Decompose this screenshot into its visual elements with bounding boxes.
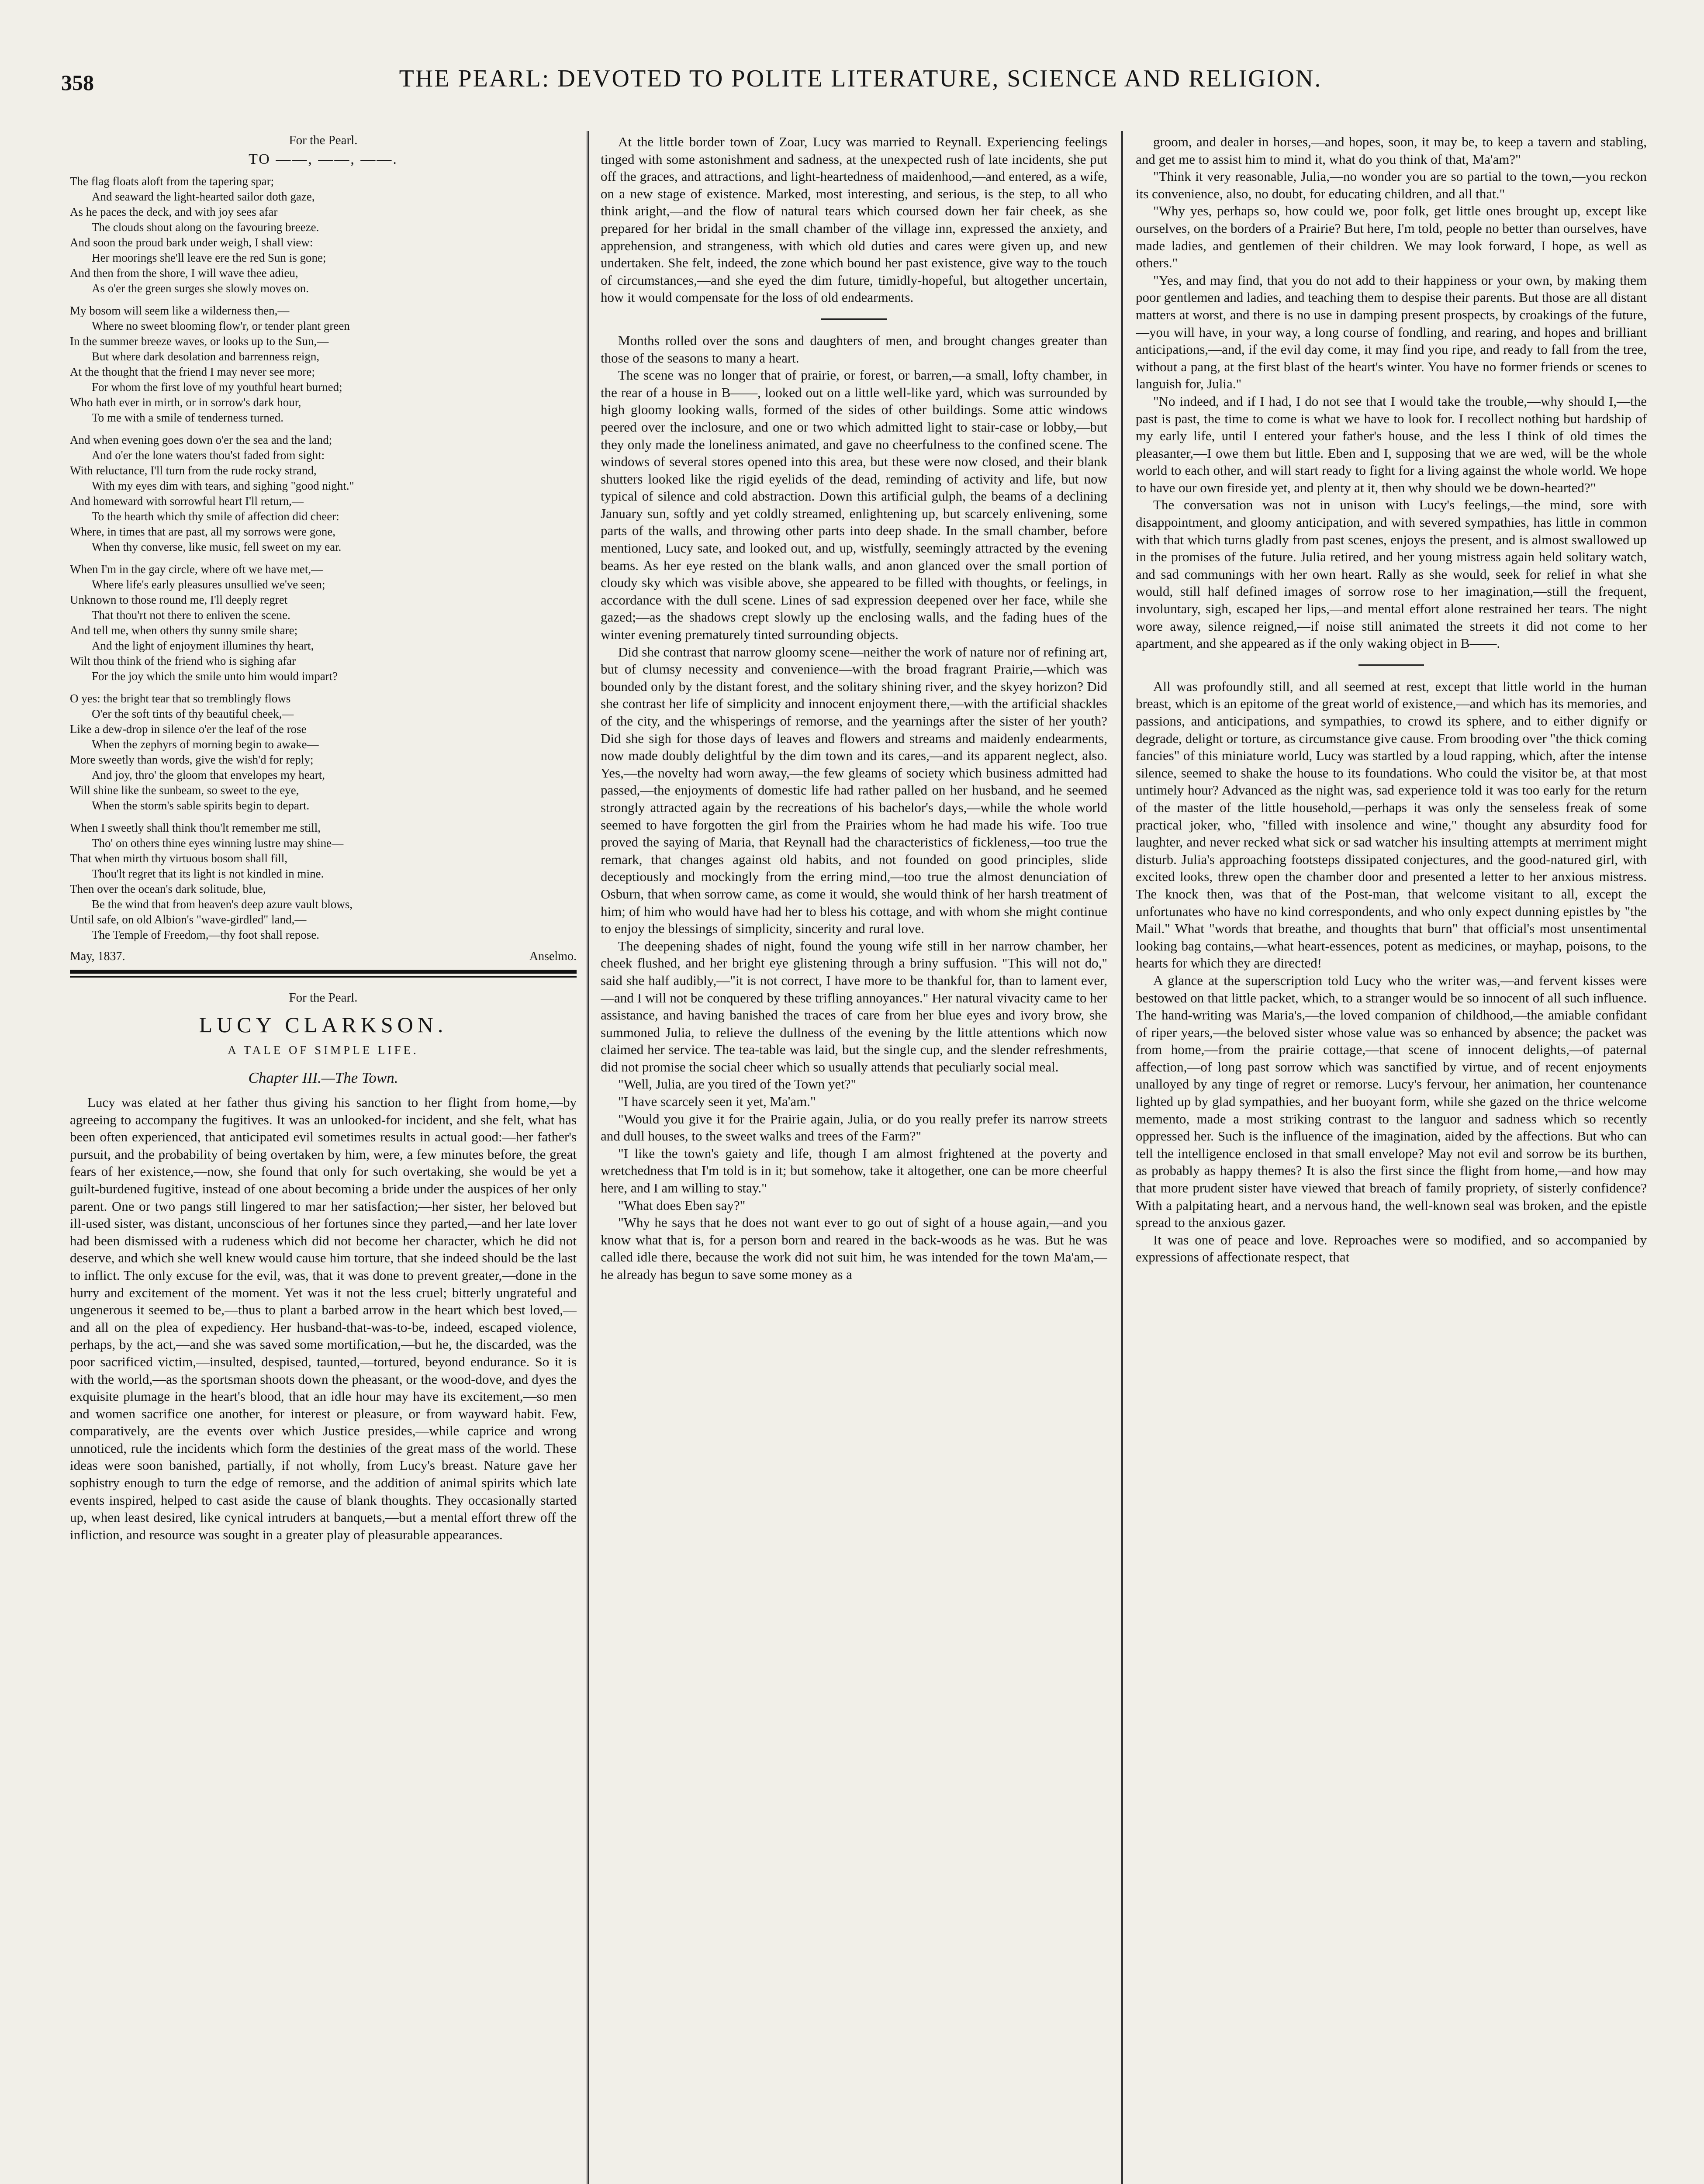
column-2 xyxy=(601,133,1107,2184)
poem-line: Be the wind that from heaven's deep azure vault blows, xyxy=(92,898,353,911)
paragraph: The deepening shades of night, found the young wife still in her narrow chamber, her cheek flushed, and her bright eye glistening through a briny suffusion. "This will not do," said she half audibly,—"it is not correct, I have more to be thankful for, than to lament ever,—and I will not be conquered by these trifling annoyances." Her natural vivacity came to her assistance, and having banished the traces of care from her blue eyes and ivory brow, she summoned Julia, to relieve the dullness of the evening by the little attentions which now claimed her service. The tea-table was laid, but the single cup, and the slender refreshments, did not promise the social cheer which so usually attends that peculiarly social meal. xyxy=(601,938,1107,1075)
poem-line: When I'm in the gay circle, where oft we have met,— xyxy=(70,563,323,576)
poem-line: Tho' on others thine eyes winning lustre may shine— xyxy=(92,836,344,850)
chapter-heading: Chapter III.—The Town. xyxy=(248,1069,398,1086)
poem-line: And o'er the lone waters thou'st faded from sight: xyxy=(92,449,325,462)
poem-line: And tell me, when others thy sunny smile share; xyxy=(70,624,298,637)
paragraph: Lucy was elated at her father thus giving his sanction to her flight from home,—by agreeing to accompany the fugitives. It was an unlooked-for incident, and she felt, what has been often experienced, that anticipated evil sometimes results in actual good:—her father's pursuit, and the probability of being overtaken by him, were, a few minutes before, the great fears of her existence,—now, she found that only for such overtaking, she would be yet a guilt-burdened fugitive, instead of one about becoming a bride under the auspices of her only parent. One or two pangs still lingered to mar her satisfaction;—her sister, her beloved but ill-used sister, was distant, unconscious of her fortunes since they parted,—and her late lover had been dismissed with a rudeness which did not become her character, which he did not deserve, and which she well knew would cause him torture, that she indeed should be the last to inflict. The only excuse for the evil, was, that it was done to prevent greater,—done in the hurry and excitement of the moment. Yet was it not the less cruel; bitterly ungrateful and ungenerous it seemed to be,—thus to plant a barbed arrow in the heart which best loved,—and all on the plea of expediency. Her husband-that-was-to-be, indeed, escaped violence, perhaps, by the act,—and she was saved some mortification,—but he, the discarded, was the poor sacrificed victim,—insulted, despised, taunted,—tortured, beyond endurance. So it is with the world,—as the sportsman shoots down the pheasant, or the wood-dove, and dyes the exquisite plumage in the heart's blood, that an idle hour may have its excitement,—so men and women sacrifice one another, for interest or pleasure, or from wayward habit. Few, comparatively, are the events over which Justice presides,—while caprice and wrong unnoticed, rule the incidents which form the destinies of the great mass of the world. These ideas were soon banished, partially, if not wholly, from Lucy's breast. Nature gave her sophistry enough to turn the edge of remorse, and the addition of animal spirits which late events inspired, helped to cast aside the cause of blank thoughts. They occasionally started up, when least desired, like cynical intruders at banquets,—but a mental effort threw off the infliction, and resource was sought in a greater play of pleasurable appearances. xyxy=(70,1095,577,1542)
poem-line: That thou'rt not there to enliven the scene. xyxy=(92,608,290,622)
poem-line: Unknown to those round me, I'll deeply regret xyxy=(70,593,288,606)
poem-date: May, 1837. xyxy=(70,950,125,963)
poem-line: And the light of enjoyment illumines thy heart, xyxy=(92,639,314,652)
story-subtitle: A TALE OF SIMPLE LIFE. xyxy=(228,1044,419,1057)
poem-line: My bosom will seem like a wilderness then,— xyxy=(70,304,290,317)
poem-for-label: For the Pearl. xyxy=(289,133,358,147)
paragraph: "What does Eben say?" xyxy=(618,1197,746,1213)
article-text xyxy=(601,133,1107,306)
paragraph: It was one of peace and love. Reproaches were so modified, and so accompanied by expressions of affectionate respect, that xyxy=(1136,1232,1647,1265)
section-rule xyxy=(70,970,577,978)
poem-line: And homeward with sorrowful heart I'll return,— xyxy=(70,494,304,508)
paragraph: At the little border town of Zoar, Lucy was married to Reynall. Experiencing feelings tinged with some astonishment and sadness, at the unexpected rush of late incidents, she put off the graces, and attractions, and light-heartedness of maidenhood,—and entered, as a wife, on a new stage of existence. Marked, most interesting, and serious, is the step, to all who think aright,—and the flow of natural tears which coursed down her fair cheek, as she prepared for her bridal in the small chamber of the village inn, expressed the anxiety, and apprehension, and strangeness, with which old duties and cares were given up, and new undertaken. She felt, indeed, the zone which bound her past existence, give way to the touch of circumstances,—and she eyed the dim future, timidly-hopeful, but altogether uncertain, how it would compensate for the loss of old endearments. xyxy=(601,134,1107,305)
poem-line: As he paces the deck, and with joy sees afar xyxy=(70,205,278,218)
poem-stanza xyxy=(70,432,577,555)
paragraph: All was profoundly still, and all seemed at rest, except that little world in the human breast, which is an epitome of the great world of existence,—and which has its memories, and passions, and anticipations, and sympathies, to crowd its sphere, and to either dignify or degrade, delight or torture, as circumstance give cause. From brooding over "the thick coming fancies" of this miniature world, Lucy was startled by a loud rapping, which, after the intense silence, seemed to shake the house to its foundations. Who could the visitor be, at that most untimely hour? Advanced as the night was, sad experience told it was too early for the return of the master of the little household,—perhaps it was only the senseless freak of some practical joker, who, "filled with insolence and wine," thought any absurdity food for laughter, and never recked what sick or sad watcher his insulting attempts at merriment might disturb. Julia's approaching footsteps dissipated conjectures, and the good-natured girl, with excited looks, threw open the chamber door and presented a letter to her anxious mistress. The knock then, was that of the Post-man, that welcome visitant to all, except the unfortunates who have no kind correspondents, and who only expect dunning epistles by "the Mail." What "words that breathe, and thoughts that burn" that official's most unsentimental looking bag contains,—what heart-essences, potent as medicines, or mayhap, poisons, to the hearts for which they are directed! xyxy=(1136,678,1647,971)
poem-line: But where dark desolation and barrenness reign, xyxy=(92,350,320,363)
poem-line: As o'er the green surges she slowly moves on. xyxy=(92,282,309,295)
paragraph: Did she contrast that narrow gloomy scene—neither the work of nature nor of refining art, but of clumsy necessity and convenience—with the broad fragrant Prairie,—which was bounded only by the distant forest, and the solitary shining river, and the skyey horizon? Did she contrast her life of simplicity and innocent enjoyment there,—with the artificial shackles of the city, and the whisperings of remorse, and the yearnings after the sister of her youth? Did she sigh for those days of leaves and flowers and streams and maidenly endearments, now made doubly delightful by the dim town and its cares,—and its apparent neglect, also. Yes,—the novelty had worn away,—the few gleams of society which business admitted had passed,—the enjoyments of domestic life had rather palled on her husband, and he seemed strongly attracted again by the recreations of his bachelor's days,—while the whole world seemed to have forgotten the girl from the Prairies whom he had made his wife. Too true proved the saying of Maria, that Reynall had the characteristics of fickleness,—too true the remark, that changes against old habits, and not founded on good principles, slide deceptiously and mockingly from the erring mind,—too true the almost denunciation of Osburn, that when sorrow came, as come it would, she would think of her harsh treatment of him; of him who would have had her to bless his cottage, and with whom she might continue to enjoy the blessings of simplicity, sincerity and rural love. xyxy=(601,644,1107,936)
paragraph: "I have scarcely seen it yet, Ma'am." xyxy=(618,1094,816,1109)
article-text xyxy=(1136,133,1647,652)
poem-line: Her moorings she'll leave ere the red Sun is gone; xyxy=(92,251,326,264)
masthead: THE PEARL: DEVOTED TO POLITE LITERATURE, SCIENCE AND RELIGION. xyxy=(399,65,1322,92)
paragraph: The conversation was not in unison with Lucy's feelings,—the mind, sore with disappointment, and gloomy anticipation, and with severed sympathies, has little in common with that which turns gladly from past scenes, enjoys the present, and is almost swallowed up in the promises of the future. Julia retired, and her young mistress again held solitary watch, and sad communings with her own heart. Rally as she would, seek for relief in what she would, still half defined images of sorrow rose to her imagination,—still the frequent, involuntary, sigh, escaped her lips,—and mental effort alone restrained her tears. The night wore away, silence reigned,—if noise still animated the streets it did not come to her apartment, and she appeared as if the only waking object in B——. xyxy=(1136,497,1647,651)
poem-signoff xyxy=(70,950,577,964)
article-text xyxy=(1136,678,1647,1266)
poem-line: With my eyes dim with tears, and sighing "good night." xyxy=(92,479,354,492)
section-separator xyxy=(1358,664,1424,666)
poem-line: To the hearth which thy smile of affection did cheer: xyxy=(92,510,339,523)
poem-line: Until safe, on old Albion's "wave-girdled" land,— xyxy=(70,913,307,926)
poem-line: That when mirth thy virtuous bosom shall fill, xyxy=(70,852,287,865)
article-text xyxy=(70,1094,577,1543)
paragraph: "Why yes, perhaps so, how could we, poor folk, get little ones brought up, except like ourselves, on the borders of a Prairie? But here, I'm told, people no better than ourselves, have made ladies, and gentlemen of their children. We may look forward, I hope, as well as others." xyxy=(1136,203,1647,271)
article-text xyxy=(601,332,1107,1283)
poem-line: Where no sweet blooming flow'r, or tender plant green xyxy=(92,319,350,332)
poem-line: To me with a smile of tenderness turned. xyxy=(92,411,284,424)
poem-line: Where life's early pleasures unsullied we've seen; xyxy=(92,578,325,591)
column-1 xyxy=(70,133,577,2184)
poem-line: Where, in times that are past, all my sorrows were gone, xyxy=(70,525,336,538)
paragraph: "Well, Julia, are you tired of the Town yet?" xyxy=(618,1076,857,1092)
section-separator xyxy=(821,318,887,320)
poem-stanza xyxy=(70,303,577,425)
poem-line: The Temple of Freedom,—thy foot shall repose. xyxy=(92,928,319,941)
poem-line: Then over the ocean's dark solitude, blue, xyxy=(70,882,266,895)
poem-line: And when evening goes down o'er the sea and the land; xyxy=(70,433,332,446)
poem-line: And seaward the light-hearted sailor doth gaze, xyxy=(92,190,315,203)
poem-line: In the summer breeze waves, or looks up to the Sun,— xyxy=(70,335,329,348)
poem-stanza xyxy=(70,174,577,296)
poem-line: More sweetly than words, give the wish'd for reply; xyxy=(70,753,314,766)
poem-stanza xyxy=(70,820,577,943)
poem-line: Thou'lt regret that its light is not kindled in mine. xyxy=(92,867,324,880)
poem-line: O'er the soft tints of thy beautiful cheek,— xyxy=(92,707,294,720)
poem-line: For the joy which the smile unto him would impart? xyxy=(92,670,338,683)
poem-line: Will shine like the sunbeam, so sweet to the eye, xyxy=(70,784,299,797)
page-number: 358 xyxy=(61,70,94,95)
column-3 xyxy=(1136,133,1647,2184)
paragraph: "Why he says that he does not want ever to go out of sight of a house again,—and you know what that is, for a person born and reared in the back-woods as he was. But he was called idle there, because the work did not suit him, he was intended for the town Ma'am,—he already has begun to save some money as a xyxy=(601,1215,1107,1282)
paragraph: The scene was no longer that of prairie, or forest, or barren,—a small, lofty chamber, in the rear of a house in B——, looked out on a little well-like yard, which was surrounded by high gloomy looking walls, formed of the sides of other buildings. Some attic windows peered over the inclosure, and one or two which admitted light to stair-case or lobby,—but they only made the loneliness animated, and gave no cheerfulness to the confined scene. The windows of several stores opened into this area, but these were now closed, and their blank shutters looked like the rigid eyelids of the dead, reminding of activity and life, but now typical of silence and cold abstraction. Down this artificial gulph, the beams of a declining January sun, softly and yet coldly streamed, enlightening up, but scarcely enlivening, some parts of the walls, and throwing other parts into deep shade. In the small chamber, before mentioned, Lucy sate, and looked out, and up, wistfully, seemingly attracted by the evening beams. As her eye rested on the blank walls, and anon glanced over the small portion of cloudy sky which was visible above, she appeared to be filled with thoughts, or feelings, in accordance with the dull scene. Lines of sad expression deepened over her face, while she gazed;—as the shadows crept slowly up the enclosing walls, and the fading hues of the winter evening prematurely tinted surrounding objects. xyxy=(601,367,1107,643)
paragraph: "Would you give it for the Prairie again, Julia, or do you really prefer its narrow streets and dull houses, to the sweet walks and trees of the Farm?" xyxy=(601,1111,1107,1144)
poem-line: And joy, thro' the gloom that envelopes my heart, xyxy=(92,768,325,781)
poem-signature: Anselmo. xyxy=(529,950,577,963)
poem-line: O yes: the bright tear that so tremblingly flows xyxy=(70,692,291,705)
column-divider xyxy=(587,131,591,2184)
story-for-label: For the Pearl. xyxy=(289,991,358,1005)
paragraph: Months rolled over the sons and daughters of men, and brought changes greater than those of the seasons to many a heart. xyxy=(601,332,1107,366)
poem-line: With reluctance, I'll turn from the rude rocky strand, xyxy=(70,464,317,477)
poem-line: The clouds shout along on the favouring breeze. xyxy=(92,221,319,234)
poem-line: At the thought that the friend I may never see more; xyxy=(70,365,315,378)
poem-line: For whom the first love of my youthful heart burned; xyxy=(92,380,342,394)
poem-line: Who hath ever in mirth, or in sorrow's dark hour, xyxy=(70,396,301,409)
paragraph: "I like the town's gaiety and life, though I am almost frightened at the poverty and wretchedness that I'm told is in it; but somehow, take it altogether, one can be more cheerful here, and I am willing to stay." xyxy=(601,1145,1107,1196)
paragraph: groom, and dealer in horses,—and hopes, soon, it may be, to keep a tavern and stabling, and get me to assist him to mind it, what do you think of that, Ma'am?" xyxy=(1136,134,1647,167)
poem-line: Wilt thou think of the friend who is sighing afar xyxy=(70,654,296,667)
poem-line: And soon the proud bark under weigh, I shall view: xyxy=(70,236,313,249)
poem-stanza xyxy=(70,691,577,813)
poem-line: And then from the shore, I will wave thee adieu, xyxy=(70,266,298,280)
poem-body xyxy=(70,174,577,943)
paragraph: "No indeed, and if I had, I do not see that I would take the trouble,—why should I,—the past is past, the time to come is what we have to look for. I recollect nothing but hardship of my early life, until I entered your father's house, and the less I think of old times the pleasanter,—I owe them but little. Eben and I, supposing that we are wed, will be the whole world to each other, and will start ready to fight for a living against the whole world. We hope to have our own fireside yet, and plenty at it, then why should we be down-hearted?" xyxy=(1136,393,1647,495)
paragraph: A glance at the superscription told Lucy who the writer was,—and fervent kisses were bestowed on that little packet, which, to a stranger would be so innocent of all such influence. The hand-writing was Maria's,—the loved companion of childhood,—the amiable confidant of riper years,—the beloved sister whose value was so enhanced by absence; the packet was from home,—from the prairie cottage,—that scene of innocent delights,—of paternal affection,—of long past sorrow which was sanctified by virtue, and of recent enjoyments unalloyed by any tinge of regret or remorse. Lucy's fervour, her animation, her countenance lighted up by glad sympathies, and her buoyant form, while she gazed on the thrice welcome memento, made a most striking contrast to the languor and sadness which so recently oppressed her. Such is the influence of the imagination, aided by the affections. But who can tell the intelligence enclosed in that small envelope? May not evil and sorrow be its burthen, as probably as happy themes? It is also the first since the flight from home,—and how may that more prudent sister have viewed that breach of family propriety, of sisterly confidence? With a palpitating heart, and a nervous hand, the well-known seal was broken, and the epistle spread to the anxious gazer. xyxy=(1136,972,1647,1230)
poem-line: Like a dew-drop in silence o'er the leaf of the rose xyxy=(70,722,307,736)
paragraph: "Think it very reasonable, Julia,—no wonder you are so partial to the town,—you reckon its convenience, also, no doubt, for educating children, and all that." xyxy=(1136,169,1647,201)
poem-line: The flag floats aloft from the tapering spar; xyxy=(70,175,274,188)
poem-line: When I sweetly shall think thou'lt remember me still, xyxy=(70,821,321,834)
column-divider xyxy=(1121,131,1126,2184)
story-title: LUCY CLARKSON. xyxy=(199,1013,448,1037)
poem-stanza xyxy=(70,562,577,684)
paragraph: "Yes, and may find, that you do not add to their happiness or your own, by making them poor gentlemen and ladies, and teaching them to despise their parents. But those are all distant matters at worst, and there is no use in damping present prospects, by croakings of the future,—you will have, in your way, a long course of fondling, and rearing, and hopes and brilliant anticipations,—and, if the evil day come, it may find you ripe, and ready to fall from the tree, without a pang, at the first blast of the heart's winter. You have no former friends or scenes to languish for, Julia." xyxy=(1136,272,1647,392)
poem-line: When the storm's sable spirits begin to depart. xyxy=(92,799,310,812)
poem-title: TO ——, ——, ——. xyxy=(249,151,398,167)
poem-line: When thy converse, like music, fell sweet on my ear. xyxy=(92,540,342,553)
poem-line: When the zephyrs of morning begin to awake— xyxy=(92,738,319,751)
